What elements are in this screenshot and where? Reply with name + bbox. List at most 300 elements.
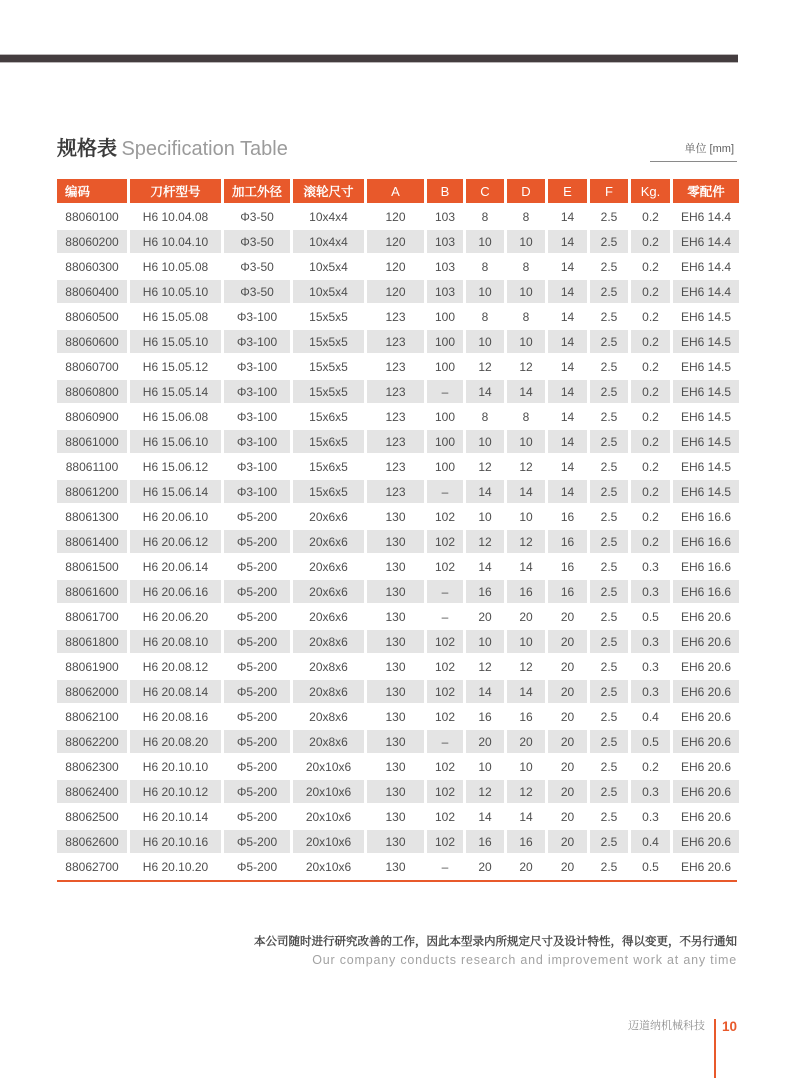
table-cell: 2.5 (590, 630, 628, 653)
table-cell: 20 (548, 755, 587, 778)
column-header: 编码 (57, 179, 127, 203)
table-cell: 2.5 (590, 280, 628, 303)
table-cell: Φ3-100 (224, 380, 290, 403)
company-name: 迈道纳机械科技 (627, 1020, 705, 1032)
table-cell: 88061800 (57, 630, 127, 653)
table-cell: 20 (548, 830, 587, 853)
table-cell: 130 (367, 555, 424, 578)
table-cell: H6 20.08.12 (130, 655, 221, 678)
table-cell: EH6 14.5 (673, 455, 739, 478)
table-cell: 16 (466, 580, 504, 603)
table-cell: H6 10.05.10 (130, 280, 221, 303)
table-row (57, 505, 739, 528)
table-cell: 100 (427, 455, 463, 478)
table-cell: Φ5-200 (224, 680, 290, 703)
table-cell: 2.5 (590, 830, 628, 853)
column-header: C (466, 179, 504, 203)
table-cell: 0.3 (631, 630, 670, 653)
table-cell: EH6 20.6 (673, 630, 739, 653)
table-cell: 14 (548, 305, 587, 328)
table-cell: EH6 14.5 (673, 305, 739, 328)
table-cell: 12 (466, 655, 504, 678)
page-number: 10 (721, 1019, 737, 1034)
table-cell: 102 (427, 630, 463, 653)
table-cell: 10x4x4 (293, 230, 364, 253)
table-cell: EH6 20.6 (673, 805, 739, 828)
table-cell: 12 (507, 530, 545, 553)
table-cell: 8 (507, 255, 545, 278)
table-cell: Φ5-200 (224, 580, 290, 603)
table-cell: 130 (367, 505, 424, 528)
table-row (57, 655, 739, 678)
table-cell: 0.2 (631, 280, 670, 303)
table-cell: H6 15.06.08 (130, 405, 221, 428)
table-cell: H6 15.05.12 (130, 355, 221, 378)
table-cell: 14 (466, 380, 504, 403)
table-row (57, 530, 739, 553)
table-cell: Φ3-100 (224, 455, 290, 478)
spec-table (54, 177, 742, 880)
table-cell: 2.5 (590, 205, 628, 228)
table-cell: 20 (507, 855, 545, 878)
table-cell: 88062200 (57, 730, 127, 753)
table-cell: 10 (507, 330, 545, 353)
table-cell: 102 (427, 555, 463, 578)
table-cell: 2.5 (590, 580, 628, 603)
table-cell: 20 (466, 855, 504, 878)
table-cell: H6 20.10.10 (130, 755, 221, 778)
table-cell: 14 (548, 280, 587, 303)
table-cell: 88061000 (57, 430, 127, 453)
table-cell: 12 (507, 455, 545, 478)
table-cell: 0.2 (631, 230, 670, 253)
table-cell: H6 20.06.16 (130, 580, 221, 603)
column-header: Kg. (631, 179, 670, 203)
table-cell: 100 (427, 430, 463, 453)
spec-table-body (57, 205, 739, 878)
table-cell: 20 (548, 805, 587, 828)
page-title-cn: 规格表 (57, 138, 117, 160)
footer-divider (714, 1019, 716, 1078)
table-cell: 88060400 (57, 280, 127, 303)
table-cell: 123 (367, 480, 424, 503)
table-cell: 10 (507, 505, 545, 528)
table-cell: 88061600 (57, 580, 127, 603)
table-cell: – (427, 730, 463, 753)
table-cell: 10x5x4 (293, 280, 364, 303)
page-content (57, 0, 737, 968)
table-cell: 130 (367, 630, 424, 653)
table-cell: 0.4 (631, 705, 670, 728)
table-cell: Φ3-50 (224, 280, 290, 303)
table-cell: 102 (427, 780, 463, 803)
table-cell: 123 (367, 355, 424, 378)
table-cell: 102 (427, 805, 463, 828)
table-row (57, 755, 739, 778)
table-cell: 2.5 (590, 380, 628, 403)
table-cell: 88060200 (57, 230, 127, 253)
table-cell: EH6 20.6 (673, 605, 739, 628)
table-cell: 14 (548, 380, 587, 403)
table-cell: 16 (548, 505, 587, 528)
table-cell: 2.5 (590, 505, 628, 528)
table-cell: 14 (507, 805, 545, 828)
table-cell: 100 (427, 305, 463, 328)
table-cell: 130 (367, 780, 424, 803)
table-cell: 20 (548, 630, 587, 653)
table-cell: EH6 14.5 (673, 355, 739, 378)
table-cell: Φ5-200 (224, 655, 290, 678)
table-cell: 130 (367, 530, 424, 553)
table-cell: 2.5 (590, 230, 628, 253)
table-cell: 20x6x6 (293, 605, 364, 628)
table-cell: 16 (466, 830, 504, 853)
table-cell: 2.5 (590, 555, 628, 578)
table-cell: 120 (367, 280, 424, 303)
table-cell: 0.2 (631, 355, 670, 378)
table-cell: 88061400 (57, 530, 127, 553)
column-header: D (507, 179, 545, 203)
table-cell: EH6 14.5 (673, 430, 739, 453)
table-cell: 100 (427, 355, 463, 378)
table-cell: 0.2 (631, 430, 670, 453)
table-cell: 12 (507, 655, 545, 678)
table-cell: H6 15.06.10 (130, 430, 221, 453)
table-cell: 10 (466, 430, 504, 453)
table-row (57, 480, 739, 503)
table-cell: 20x10x6 (293, 780, 364, 803)
disclaimer-cn: 本公司随时进行研究改善的工作，因此本型录内所规定尺寸及设计特性，得以变更，不另行通知 (254, 936, 737, 948)
table-cell: 20 (548, 605, 587, 628)
column-header: 滚轮尺寸 (293, 179, 364, 203)
table-cell: Φ5-200 (224, 630, 290, 653)
table-cell: Φ3-100 (224, 355, 290, 378)
table-cell: 20x8x6 (293, 655, 364, 678)
table-cell: 88061900 (57, 655, 127, 678)
table-cell: 14 (548, 330, 587, 353)
table-cell: 88062100 (57, 705, 127, 728)
table-cell: Φ3-100 (224, 330, 290, 353)
table-cell: 15x6x5 (293, 405, 364, 428)
table-cell: 88062000 (57, 680, 127, 703)
table-cell: 0.5 (631, 730, 670, 753)
table-row (57, 280, 739, 303)
table-cell: 130 (367, 755, 424, 778)
table-cell: 14 (507, 480, 545, 503)
title-row (57, 136, 737, 162)
table-cell: 0.2 (631, 205, 670, 228)
table-cell: 130 (367, 680, 424, 703)
table-cell: 123 (367, 405, 424, 428)
table-row (57, 630, 739, 653)
unit-label: 单位 [mm] (650, 140, 737, 162)
table-cell: 16 (507, 830, 545, 853)
table-cell: 88060700 (57, 355, 127, 378)
table-cell: EH6 14.5 (673, 330, 739, 353)
table-cell: 2.5 (590, 405, 628, 428)
table-cell: – (427, 380, 463, 403)
table-cell: Φ5-200 (224, 530, 290, 553)
table-cell: 20x6x6 (293, 555, 364, 578)
table-cell: 14 (507, 555, 545, 578)
table-cell: H6 20.06.10 (130, 505, 221, 528)
table-cell: 14 (548, 405, 587, 428)
table-cell: 2.5 (590, 430, 628, 453)
table-cell: 15x5x5 (293, 380, 364, 403)
table-cell: 130 (367, 705, 424, 728)
table-row (57, 680, 739, 703)
table-cell: H6 10.05.08 (130, 255, 221, 278)
table-cell: Φ3-100 (224, 430, 290, 453)
table-cell: 20 (507, 730, 545, 753)
table-cell: 0.2 (631, 305, 670, 328)
table-cell: 10 (507, 430, 545, 453)
table-row (57, 205, 739, 228)
table-cell: 0.3 (631, 780, 670, 803)
column-header: 刀杆型号 (130, 179, 221, 203)
table-cell: 20 (466, 730, 504, 753)
table-cell: 20 (466, 605, 504, 628)
table-cell: EH6 20.6 (673, 830, 739, 853)
table-cell: 0.3 (631, 655, 670, 678)
table-cell: 14 (548, 480, 587, 503)
table-cell: 15x6x5 (293, 455, 364, 478)
table-cell: 2.5 (590, 655, 628, 678)
table-cell: 88060500 (57, 305, 127, 328)
table-cell: H6 20.10.14 (130, 805, 221, 828)
table-cell: 14 (507, 680, 545, 703)
table-cell: EH6 14.5 (673, 380, 739, 403)
table-cell: 20 (548, 730, 587, 753)
table-cell: 0.2 (631, 505, 670, 528)
table-cell: H6 15.05.14 (130, 380, 221, 403)
table-cell: 16 (507, 705, 545, 728)
table-cell: 20x10x6 (293, 805, 364, 828)
table-cell: 120 (367, 255, 424, 278)
table-cell: 8 (466, 305, 504, 328)
table-row (57, 605, 739, 628)
table-cell: 14 (548, 430, 587, 453)
table-cell: 20x8x6 (293, 730, 364, 753)
table-cell: 103 (427, 230, 463, 253)
table-cell: 14 (466, 680, 504, 703)
table-row (57, 580, 739, 603)
table-cell: Φ3-50 (224, 230, 290, 253)
table-cell: H6 15.06.12 (130, 455, 221, 478)
table-cell: 10 (466, 630, 504, 653)
table-cell: 0.2 (631, 255, 670, 278)
table-cell: 20 (548, 705, 587, 728)
table-cell: 88060600 (57, 330, 127, 353)
table-cell: 12 (466, 355, 504, 378)
table-cell: 102 (427, 705, 463, 728)
table-cell: 0.2 (631, 380, 670, 403)
table-cell: 123 (367, 430, 424, 453)
table-cell: 88062700 (57, 855, 127, 878)
table-cell: 14 (466, 480, 504, 503)
table-cell: – (427, 605, 463, 628)
table-row (57, 830, 739, 853)
table-cell: H6 15.06.14 (130, 480, 221, 503)
table-cell: 10 (507, 630, 545, 653)
table-cell: Φ3-100 (224, 480, 290, 503)
table-cell: 20x8x6 (293, 630, 364, 653)
table-cell: 102 (427, 680, 463, 703)
table-cell: 8 (466, 405, 504, 428)
table-cell: EH6 14.5 (673, 405, 739, 428)
table-row (57, 430, 739, 453)
table-cell: 100 (427, 330, 463, 353)
table-cell: 20x10x6 (293, 755, 364, 778)
table-row (57, 855, 739, 878)
disclaimer-en: Our company conducts research and improvement work at any time (312, 953, 737, 967)
table-cell: 8 (466, 205, 504, 228)
column-header: 零配件 (673, 179, 739, 203)
page-title-en: Specification Table (121, 138, 288, 160)
table-cell: 15x5x5 (293, 330, 364, 353)
column-header: A (367, 179, 424, 203)
table-cell: 103 (427, 205, 463, 228)
table-cell: 10x5x4 (293, 255, 364, 278)
table-cell: 120 (367, 205, 424, 228)
table-cell: 88061200 (57, 480, 127, 503)
table-cell: 15x6x5 (293, 430, 364, 453)
table-cell: 16 (548, 555, 587, 578)
table-cell: 8 (507, 405, 545, 428)
table-cell: H6 10.04.08 (130, 205, 221, 228)
table-cell: Φ5-200 (224, 605, 290, 628)
table-cell: 20 (548, 780, 587, 803)
table-cell: 100 (427, 405, 463, 428)
table-cell: 2.5 (590, 730, 628, 753)
spec-table-header (57, 179, 739, 203)
table-cell: EH6 20.6 (673, 680, 739, 703)
table-cell: Φ5-200 (224, 830, 290, 853)
table-cell: 130 (367, 830, 424, 853)
table-cell: 0.4 (631, 830, 670, 853)
table-cell: 14 (466, 555, 504, 578)
column-header: F (590, 179, 628, 203)
table-cell: 0.5 (631, 855, 670, 878)
table-cell: 0.3 (631, 580, 670, 603)
table-cell: 15x6x5 (293, 480, 364, 503)
table-cell: H6 20.08.10 (130, 630, 221, 653)
table-cell: EH6 14.4 (673, 280, 739, 303)
table-cell: 88060900 (57, 405, 127, 428)
table-cell: EH6 20.6 (673, 780, 739, 803)
table-cell: H6 10.04.10 (130, 230, 221, 253)
disclaimer (57, 935, 737, 968)
table-cell: 10 (466, 330, 504, 353)
table-cell: 14 (507, 380, 545, 403)
table-cell: Φ5-200 (224, 805, 290, 828)
table-cell: 20x8x6 (293, 705, 364, 728)
table-cell: 14 (548, 455, 587, 478)
table-cell: 102 (427, 755, 463, 778)
table-cell: 20 (548, 655, 587, 678)
table-cell: Φ5-200 (224, 705, 290, 728)
table-cell: 130 (367, 580, 424, 603)
table-cell: 130 (367, 855, 424, 878)
table-cell: 2.5 (590, 530, 628, 553)
table-cell: 2.5 (590, 330, 628, 353)
table-cell: 103 (427, 280, 463, 303)
table-cell: 0.2 (631, 405, 670, 428)
table-cell: EH6 20.6 (673, 730, 739, 753)
table-cell: 0.2 (631, 530, 670, 553)
table-cell: Φ3-100 (224, 305, 290, 328)
table-cell: H6 20.08.16 (130, 705, 221, 728)
table-cell: 0.3 (631, 555, 670, 578)
table-row (57, 405, 739, 428)
table-cell: EH6 14.4 (673, 230, 739, 253)
table-cell: 14 (548, 255, 587, 278)
table-cell: 0.2 (631, 480, 670, 503)
table-row (57, 555, 739, 578)
table-cell: 0.3 (631, 680, 670, 703)
table-cell: H6 20.06.12 (130, 530, 221, 553)
table-cell: 8 (507, 205, 545, 228)
table-cell: 123 (367, 380, 424, 403)
table-cell: 10 (507, 230, 545, 253)
table-cell: Φ3-50 (224, 205, 290, 228)
table-cell: EH6 16.6 (673, 530, 739, 553)
table-cell: H6 15.05.10 (130, 330, 221, 353)
table-cell: 10 (507, 280, 545, 303)
table-cell: 88060100 (57, 205, 127, 228)
table-cell: H6 20.10.12 (130, 780, 221, 803)
table-cell: 20 (548, 680, 587, 703)
table-cell: – (427, 480, 463, 503)
table-cell: 2.5 (590, 705, 628, 728)
table-cell: EH6 16.6 (673, 555, 739, 578)
table-cell: 12 (466, 780, 504, 803)
table-cell: 123 (367, 330, 424, 353)
table-cell: 88062500 (57, 805, 127, 828)
table-cell: H6 20.06.14 (130, 555, 221, 578)
table-cell: H6 20.10.20 (130, 855, 221, 878)
table-cell: EH6 20.6 (673, 755, 739, 778)
table-cell: 102 (427, 505, 463, 528)
table-cell: 20x8x6 (293, 680, 364, 703)
table-cell: 2.5 (590, 255, 628, 278)
table-row (57, 805, 739, 828)
table-cell: H6 20.10.16 (130, 830, 221, 853)
table-cell: 10 (507, 755, 545, 778)
table-cell: Φ5-200 (224, 855, 290, 878)
table-cell: EH6 16.6 (673, 580, 739, 603)
table-cell: 12 (466, 455, 504, 478)
table-cell: 15x5x5 (293, 305, 364, 328)
table-cell: 0.2 (631, 455, 670, 478)
table-cell: EH6 20.6 (673, 855, 739, 878)
table-cell: 20x6x6 (293, 505, 364, 528)
table-cell: 130 (367, 605, 424, 628)
table-cell: Φ5-200 (224, 555, 290, 578)
header-row (57, 179, 739, 203)
table-cell: 10 (466, 280, 504, 303)
table-cell: 2.5 (590, 680, 628, 703)
table-cell: Φ5-200 (224, 755, 290, 778)
table-cell: 88060800 (57, 380, 127, 403)
table-cell: 10x4x4 (293, 205, 364, 228)
table-cell: 16 (548, 580, 587, 603)
table-cell: 2.5 (590, 305, 628, 328)
column-header: E (548, 179, 587, 203)
table-cell: Φ3-100 (224, 405, 290, 428)
table-cell: 88061500 (57, 555, 127, 578)
table-cell: 0.2 (631, 755, 670, 778)
